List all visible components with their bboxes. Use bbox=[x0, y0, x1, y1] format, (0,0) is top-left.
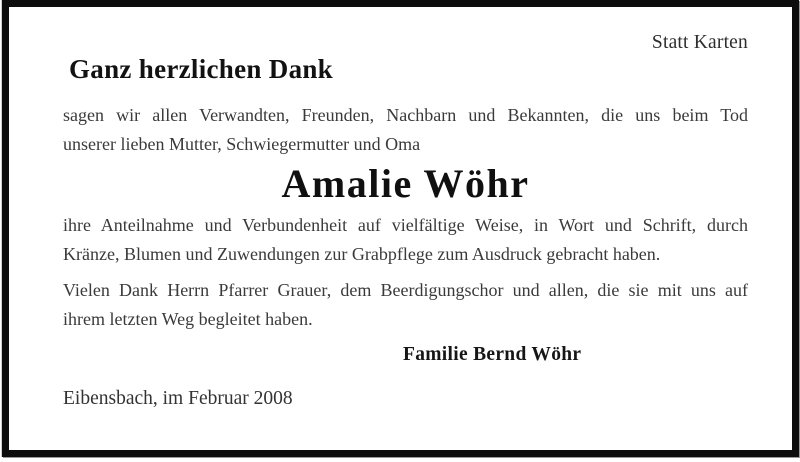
thanks-paragraph bbox=[63, 211, 748, 269]
place-date: Eibensbach, im Februar 2008 bbox=[63, 388, 293, 409]
intro-line-2: unserer lieben Mutter, Schwiegermutter und Oma bbox=[63, 134, 421, 154]
thanks-line-2: Kränze, Blumen und Zuwendungen zur Grabpflege zum Ausdruck gebracht haben. bbox=[63, 244, 661, 264]
pre-title: Statt Karten bbox=[651, 32, 748, 53]
thanks-line-1: ihre Anteilnahme und Verbundenheit auf vielfältige Weise, in Wort und Schrift, durch bbox=[63, 215, 748, 235]
intro-line-1: sagen wir allen Verwandten, Freunden, Nachbarn und Bekannten, die uns beim Tod bbox=[63, 105, 748, 125]
intro-paragraph bbox=[63, 101, 748, 159]
thanks-heading: Ganz herzlichen Dank bbox=[69, 54, 334, 84]
family-signature: Familie Bernd Wöhr bbox=[403, 344, 582, 365]
special-thanks-line-2: ihrem letzten Weg begleitet haben. bbox=[63, 309, 313, 329]
deceased-name: Amalie Wöhr bbox=[281, 161, 530, 206]
obituary-notice-card bbox=[2, 0, 799, 457]
special-thanks-line-1: Vielen Dank Herrn Pfarrer Grauer, dem Beerdigungschor und allen, die sie mit uns auf bbox=[63, 280, 748, 300]
special-thanks-paragraph bbox=[63, 276, 748, 334]
